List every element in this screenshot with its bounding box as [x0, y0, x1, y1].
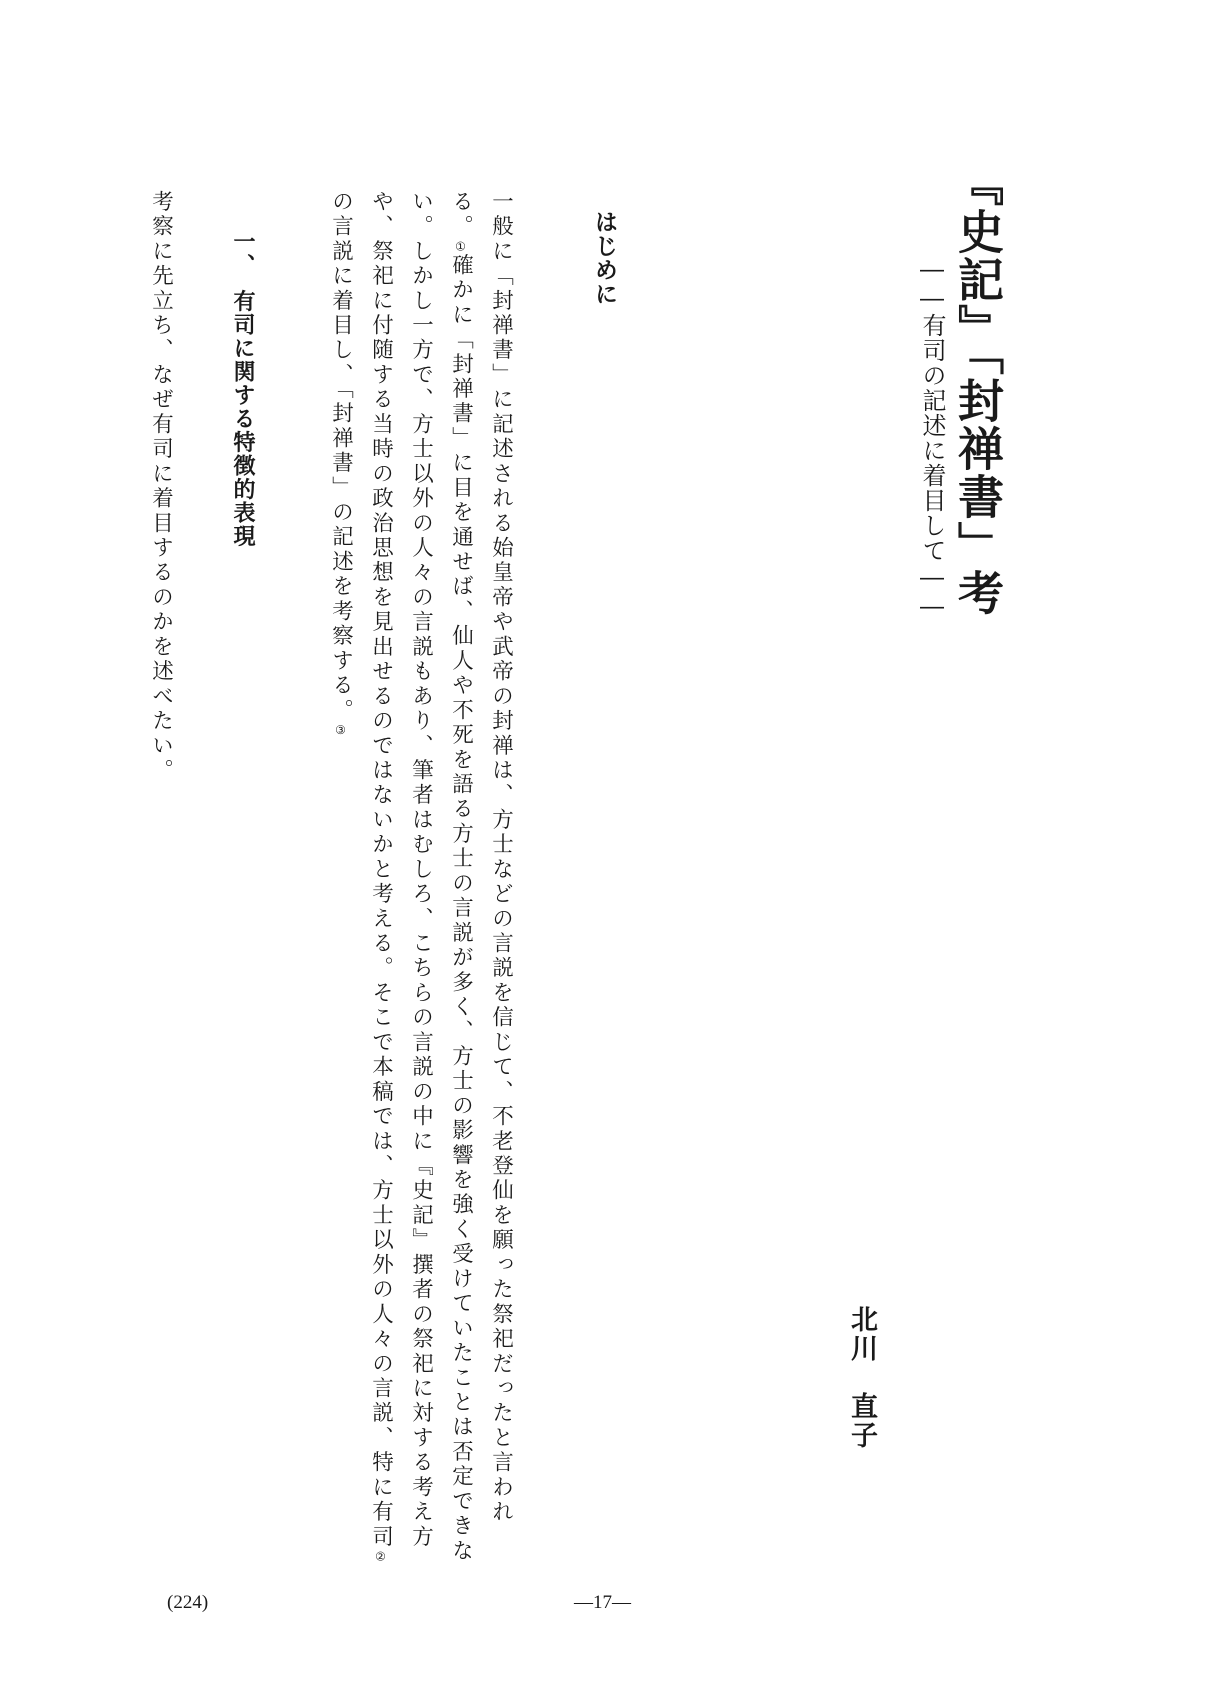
- author-name: 北川 直子: [846, 1305, 877, 1450]
- page-ref: (224): [167, 1592, 209, 1613]
- footnote-marker-2: ②: [373, 1549, 388, 1564]
- body-line-1: 一般に「封禅書」に記述される始皇帝や武帝の封禅は、方士などの言説を信じて、不老登仙を願った祭祀だったと言われ: [488, 190, 514, 1525]
- body-line-2-text: る。: [448, 190, 474, 240]
- body-line-3: い。しかし一方で、方士以外の人々の言説もあり、筆者はむしろ、こちらの言説の中に『史記』撰者の祭祀に対する考え方: [408, 190, 434, 1550]
- section-heading-intro: はじめに: [591, 210, 618, 306]
- body-line-2-rest: 確かに「封禅書」に目を通せば、仙人や不死を語る方士の言説が多く、方士の影響を強く受けていたことは否定できな: [448, 253, 474, 1564]
- section-heading-1: 一、 有司に関する特徴的表現: [230, 230, 256, 548]
- body-line-4: [370, 190, 392, 1564]
- footnote-marker-1: ①: [453, 239, 468, 254]
- body-line-2: [450, 190, 472, 1564]
- body-line-5: [330, 190, 352, 737]
- article-title: 『史記』「封禅書」考: [951, 160, 1005, 617]
- page-number: ―17―: [574, 1592, 631, 1613]
- section-1-line-1: 考察に先立ち、なぜ有司に着目するのかを述べたい。: [148, 190, 174, 784]
- footnote-marker-3: ③: [333, 723, 348, 738]
- article-subtitle: ――有司の記述に着目して――: [918, 255, 946, 621]
- body-line-4-text: や、祭祀に付随する当時の政治思想を見出せるのではないかと考える。そこで本稿では、方士以外の人々の言説、特に有司: [368, 190, 394, 1550]
- body-line-5-text: の言説に着目し、「封禅書」の記述を考察する。: [328, 190, 354, 724]
